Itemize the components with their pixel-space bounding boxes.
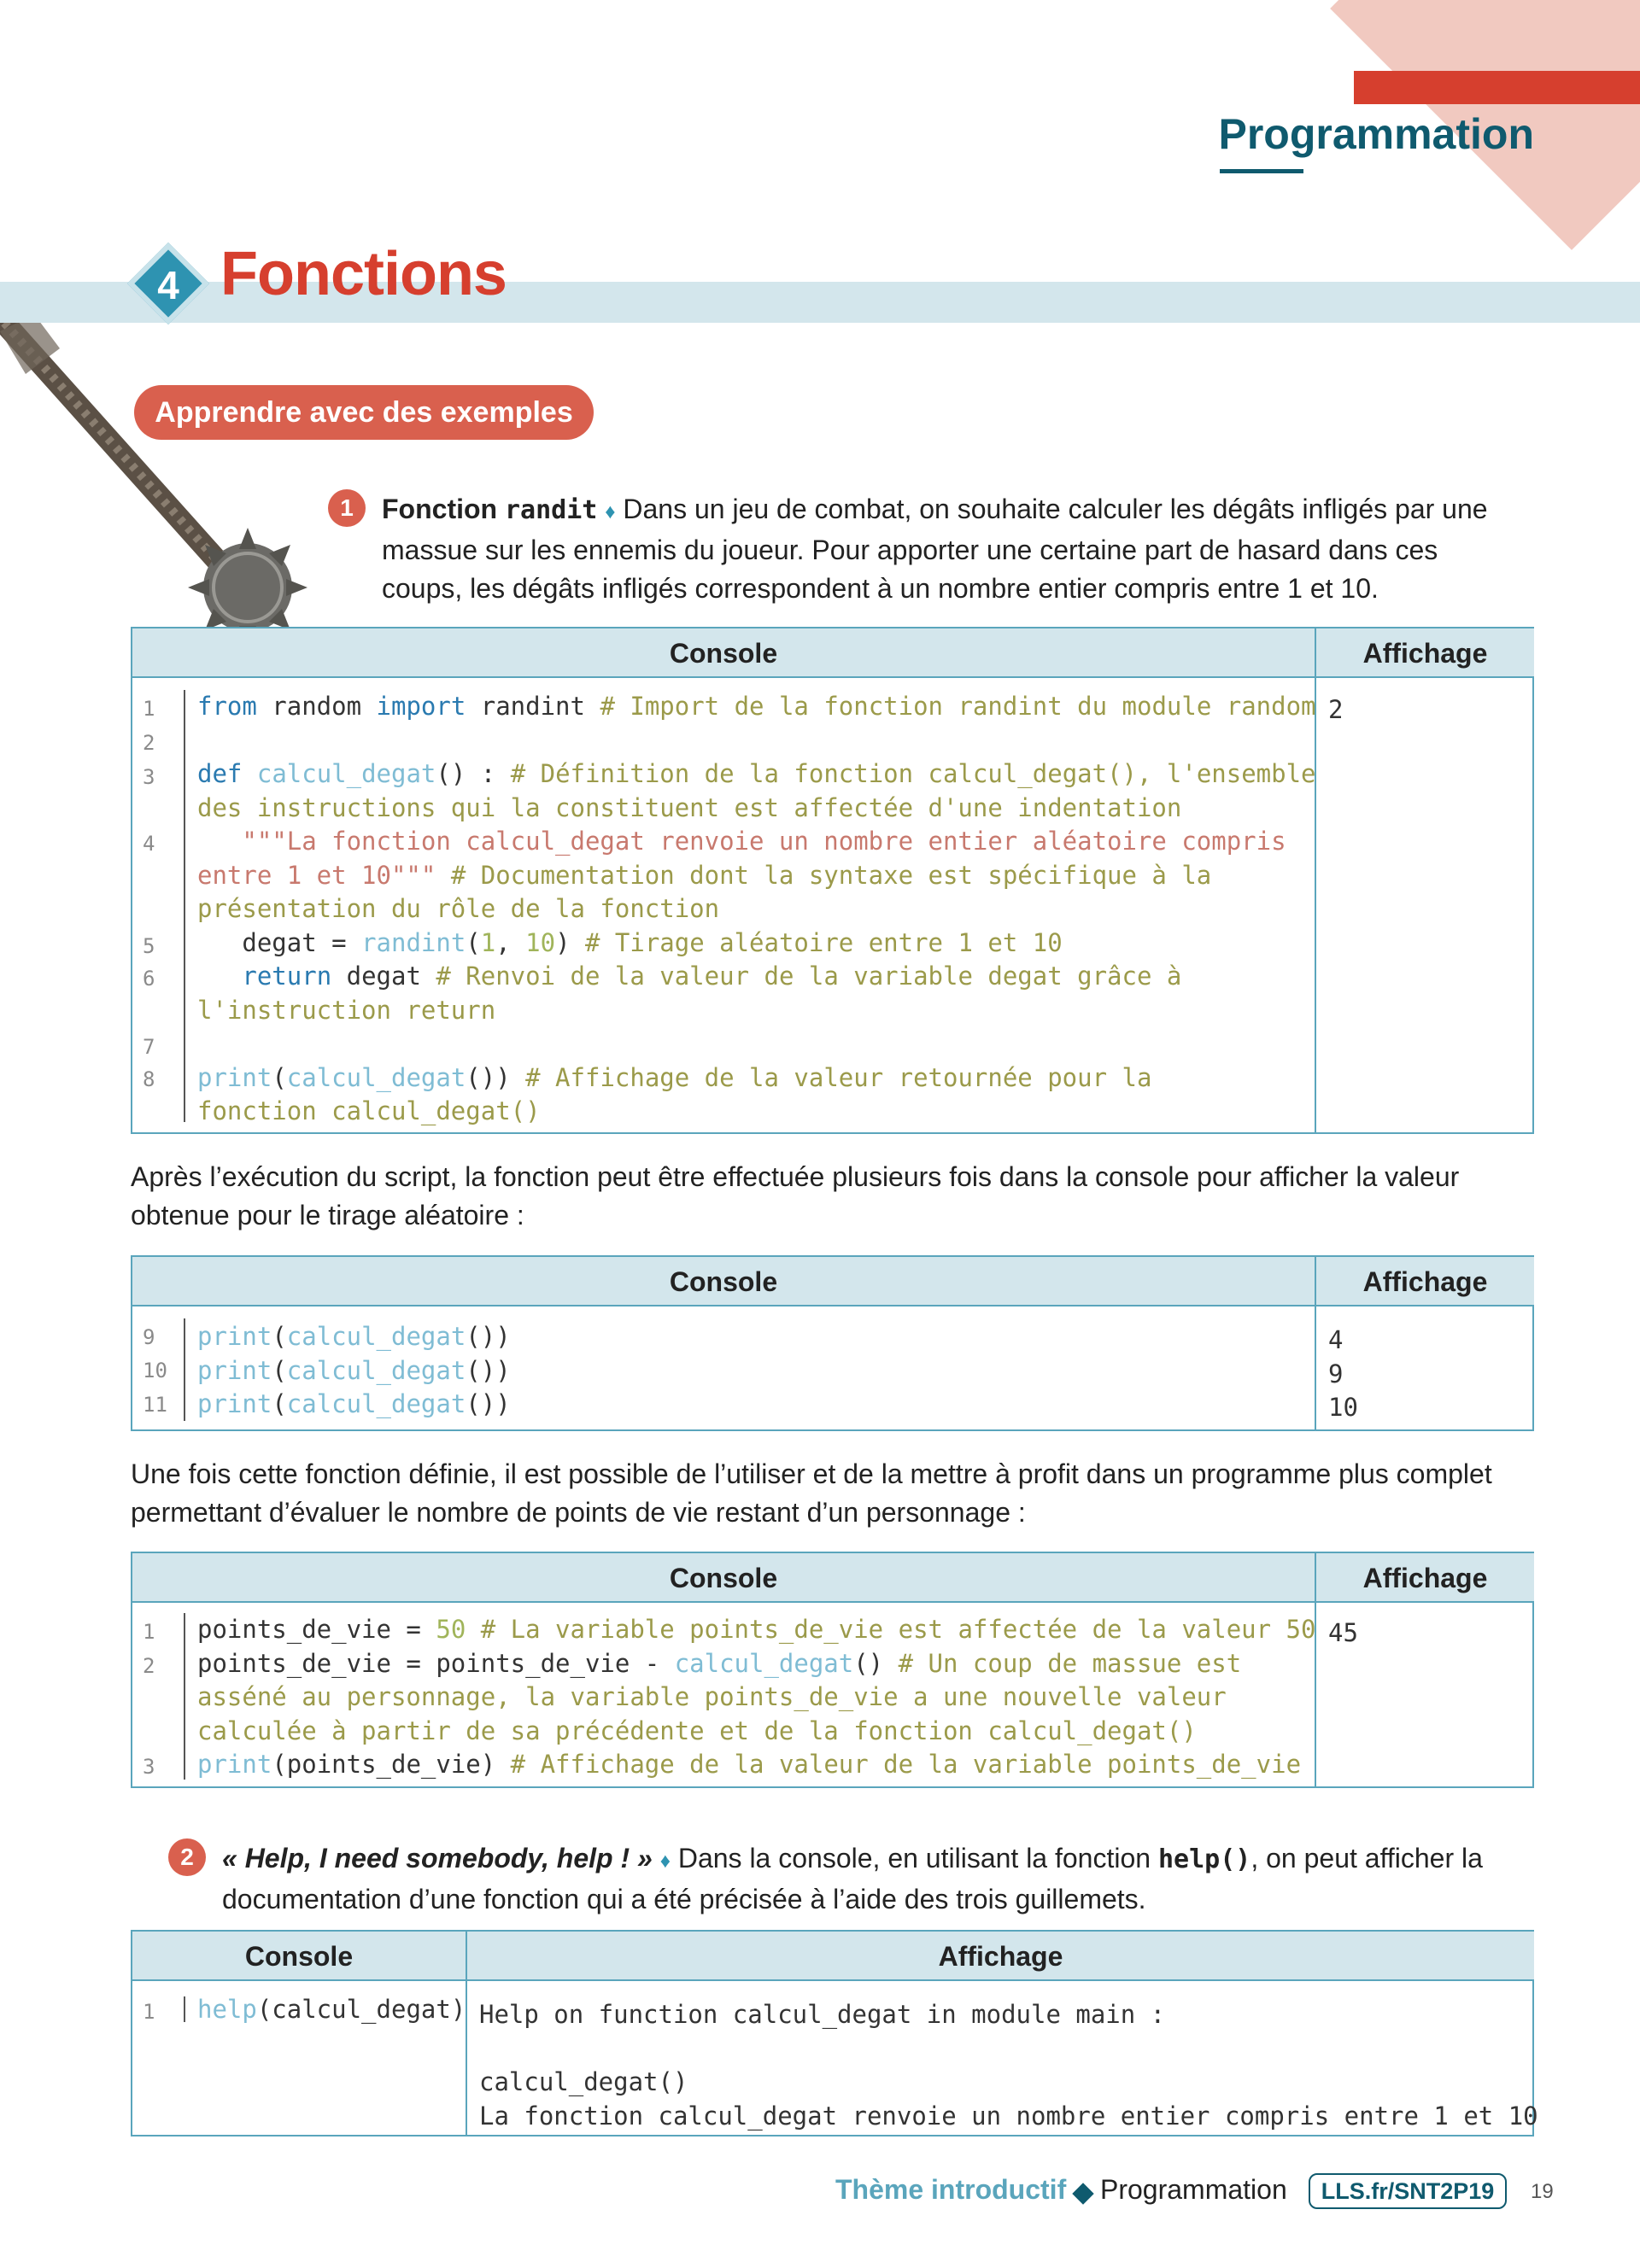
chapter-number: 4	[157, 263, 179, 307]
footer-section: Programmation	[1100, 2174, 1287, 2205]
line-number: 1	[143, 697, 155, 721]
code-line-1: points_de_vie = 50 # La variable points_de_vie est affectée de la valeur 50	[197, 1615, 1316, 1644]
code-line-4-cont-2: présentation du rôle de la fonction	[197, 894, 720, 923]
table-4-divider	[466, 1932, 467, 2135]
section-label: Programmation	[1218, 110, 1534, 158]
footer-theme: Thème introductif	[835, 2174, 1067, 2205]
table-2-console-header: Console	[132, 1257, 1315, 1306]
table-3-console-header: Console	[132, 1553, 1315, 1603]
line-number: 6	[143, 967, 155, 991]
code-line-3: def calcul_degat() : # Définition de la fonction calcul_degat(), l'ensemble	[197, 759, 1316, 788]
code-line-6-cont: l'instruction return	[197, 995, 496, 1025]
exercise-2-text-b: , on peut afficher la	[1250, 1843, 1483, 1873]
table-4-gutter-line	[184, 1996, 185, 2022]
code-line-7	[197, 1027, 1316, 1061]
code-line-8-cont: fonction calcul_degat()	[197, 1096, 541, 1125]
table-4-affichage-header: Affichage	[467, 1932, 1534, 1981]
code-line-3: print(points_de_vie) # Affichage de la valeur de la variable points_de_vie	[197, 1750, 1302, 1779]
paragraph-2-line-2: obtenue pour le tirage aléatoire :	[131, 1200, 524, 1230]
table-1-code	[197, 690, 1316, 1129]
help-output-line: calcul_degat()	[479, 2067, 688, 2096]
table-1-output: 2	[1328, 695, 1344, 724]
line-number: 10	[143, 1359, 167, 1382]
separator-icon: ♦	[659, 1850, 671, 1873]
table-3-gutter-line	[184, 1613, 185, 1780]
line-number: 2	[143, 731, 155, 755]
output-value: 10	[1328, 1393, 1358, 1422]
exercise-2-line-2: documentation d’une fonction qui a été précisée à l’aide des trois guillemets.	[222, 1884, 1146, 1914]
table-4-code: help(calcul_degat)	[197, 1995, 466, 2024]
code-line-3-cont: des instructions qui la constituent est affectée d'une indentation	[197, 792, 1182, 822]
line-number: 1	[143, 2000, 155, 2024]
exercise-1-text-line-3: coups, les dégâts infligés correspondent à un nombre entier compris entre 1 et 10.	[382, 573, 1379, 604]
line-number: 7	[143, 1035, 155, 1059]
table-2-gutter-line	[184, 1318, 185, 1421]
separator-icon: ♦	[605, 500, 616, 523]
table-1-affichage-header: Affichage	[1316, 628, 1534, 678]
exercise-2-badge: 2	[168, 1838, 206, 1876]
line-number: 8	[143, 1067, 155, 1091]
line-number: 3	[143, 765, 155, 789]
paragraph-after-execution	[131, 1158, 1540, 1235]
line-number: 1	[143, 1620, 155, 1644]
code-line-10: print(calcul_degat())	[197, 1355, 511, 1385]
code-table-4	[131, 1930, 1538, 2136]
code-line-2	[197, 724, 1316, 758]
code-table-2	[131, 1255, 1534, 1431]
table-2-divider	[1315, 1257, 1316, 1429]
exercise-1-line-1	[382, 490, 1535, 531]
page-number: 19	[1531, 2180, 1554, 2203]
exercise-2-code: help()	[1157, 1844, 1251, 1874]
section-underline	[1220, 169, 1303, 173]
help-output-line: Help on function calcul_degat in module main :	[479, 2000, 1166, 2029]
help-output-line	[479, 2032, 1538, 2066]
exercise-1-text-line-1: Dans un jeu de combat, on souhaite calculer les dégâts infligés par une	[623, 494, 1488, 524]
code-line-2-cont: asséné au personnage, la variable points_de_vie a une nouvelle valeur	[197, 1682, 1227, 1711]
line-number: 9	[143, 1325, 155, 1349]
table-2-code	[197, 1320, 511, 1422]
line-number: 2	[143, 1654, 155, 1678]
paragraph-3-line-1: Une fois cette fonction définie, il est possible de l’utiliser et de la mettre à profit dans un programme plus complet	[131, 1458, 1492, 1489]
table-3-code	[197, 1613, 1315, 1782]
table-4-output	[479, 1998, 1538, 2133]
page-title: Fonctions	[220, 240, 507, 308]
table-1-gutter-line	[184, 690, 185, 1122]
table-2-output	[1328, 1324, 1358, 1425]
footer-diamond-icon	[1072, 2183, 1093, 2204]
line-number: 3	[143, 1755, 155, 1779]
line-number: 5	[143, 934, 155, 958]
output-value: 9	[1328, 1359, 1344, 1388]
paragraph-3-line-2: permettant d’évaluer le nombre de points de vie restant d’un personnage :	[131, 1497, 1026, 1528]
paragraph-2-line-1: Après l’exécution du script, la fonction peut être effectuée plusieurs fois dans la console pour afficher la valeur	[131, 1161, 1460, 1192]
exercise-1-text-line-2: massue sur les ennemis du joueur. Pour apporter une certaine part de hasard dans ces	[382, 535, 1438, 565]
code-line-5: degat = randint(1, 10) # Tirage aléatoire entre 1 et 10	[197, 927, 1063, 957]
code-line-2-cont-2: calculée à partir de sa précédente et de la fonction calcul_degat()	[197, 1716, 1197, 1745]
code-line-11: print(calcul_degat())	[197, 1389, 511, 1418]
exercise-2-title: « Help, I need somebody, help ! »	[222, 1843, 653, 1873]
exercise-1-title-code: randit	[504, 495, 598, 525]
exercise-1-badge: 1	[328, 489, 366, 527]
code-line-2: points_de_vie = points_de_vie - calcul_degat() # Un coup de massue est	[197, 1648, 1242, 1678]
table-4-console-header: Console	[132, 1932, 466, 1981]
exercise-2-text-a: Dans la console, en utilisant la fonction	[677, 1843, 1158, 1873]
code-line-1: from random import randint # Import de la fonction randint du module random	[197, 692, 1316, 721]
exercise-2-line-1	[222, 1839, 1538, 1880]
code-line-6: return degat # Renvoi de la valeur de la variable degat grâce à	[242, 962, 1182, 991]
code-line-8: print(calcul_degat()) # Affichage de la valeur retournée pour la	[197, 1062, 1152, 1092]
table-2-affichage-header: Affichage	[1316, 1257, 1534, 1306]
table-3-affichage-header: Affichage	[1316, 1553, 1534, 1603]
output-value: 4	[1328, 1325, 1344, 1354]
exercise-2-text	[222, 1839, 1538, 1919]
code-line-4-cont: entre 1 et 10""" # Documentation dont la syntaxe est spécifique à la	[197, 860, 1212, 890]
line-number: 11	[143, 1393, 167, 1417]
code-table-3	[131, 1552, 1534, 1788]
code-line-9: print(calcul_degat())	[197, 1322, 511, 1351]
header-decor-bar	[1354, 71, 1640, 104]
learn-examples-pill: Apprendre avec des exemples	[134, 385, 594, 440]
exercise-1-title: Fonction	[382, 494, 505, 524]
line-number: 4	[143, 832, 155, 856]
table-3-output: 45	[1328, 1618, 1358, 1647]
paragraph-function-usage	[131, 1455, 1540, 1532]
code-table-1	[131, 627, 1534, 1134]
help-output-line: La fonction calcul_degat renvoie un nombre entier compris entre 1 et 10	[479, 2101, 1538, 2131]
footer-link[interactable]: LLS.fr/SNT2P19	[1309, 2173, 1507, 2209]
exercise-1-text	[382, 490, 1535, 608]
mace-handle	[0, 323, 222, 566]
table-1-console-header: Console	[132, 628, 1315, 678]
mace-illustration	[0, 323, 342, 664]
code-line-4: """La fonction calcul_degat renvoie un nombre entier aléatoire compris	[197, 827, 1286, 856]
